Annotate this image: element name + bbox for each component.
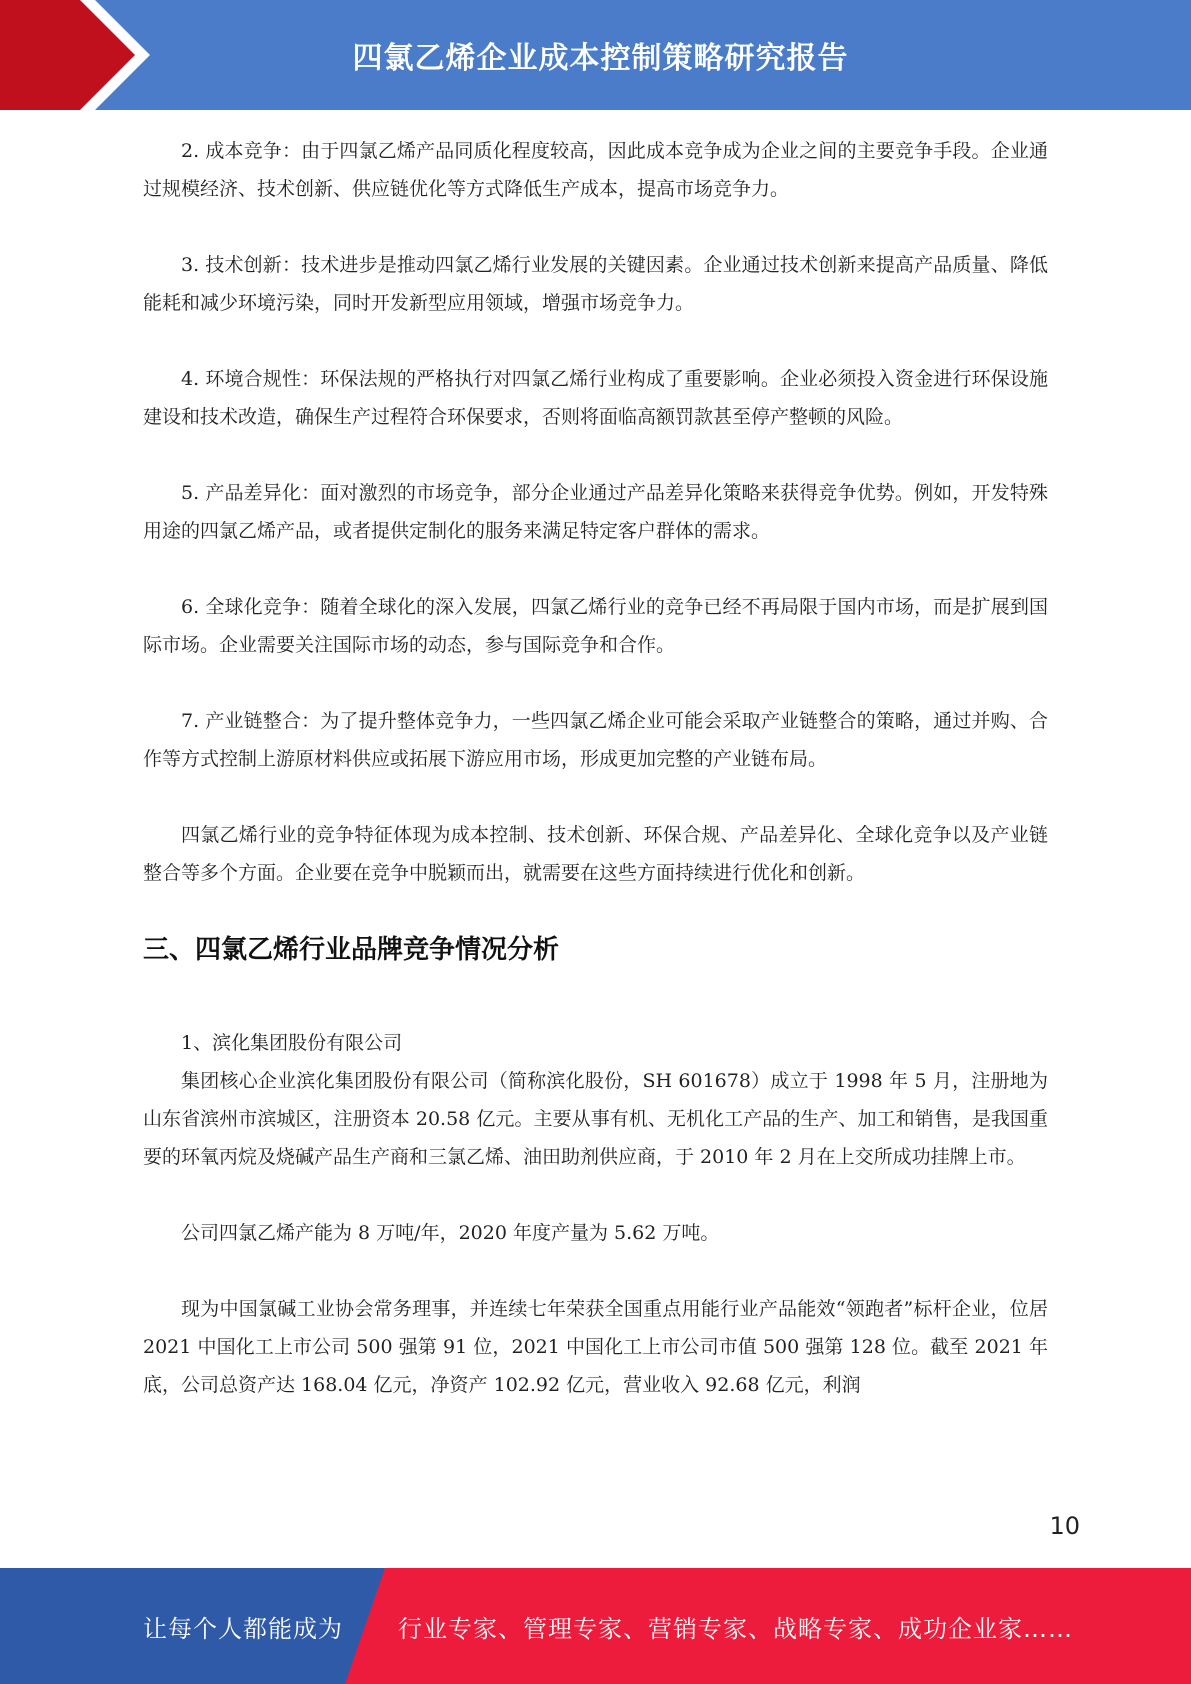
paragraph-chain-integration: 7. 产业链整合：为了提升整体竞争力，一些四氯乙烯企业可能会采取产业链整合的策略，通过并购、合作等方式控制上游原材料供应或拓展下游应用市场，形成更加完整的产业链布局。 xyxy=(143,710,1048,770)
paragraph-global-competition: 6. 全球化竞争：随着全球化的深入发展，四氯乙烯行业的竞争已经不再局限于国内市场，而是扩展到国际市场。企业需要关注国际市场的动态，参与国际竞争和合作。 xyxy=(143,596,1048,656)
paragraph-tech-innovation: 3. 技术创新：技术进步是推动四氯乙烯行业发展的关键因素。企业通过技术创新来提高产品质量、降低能耗和减少环境污染，同时开发新型应用领域，增强市场竞争力。 xyxy=(143,254,1048,314)
section-heading: 三、四氯乙烯行业品牌竞争情况分析 xyxy=(143,935,560,965)
paragraph-company-intro: 集团核心企业滨化集团股份有限公司（简称滨化股份，SH 601678）成立于 1998 年 5 月，注册地为山东省滨州市滨城区，注册资本 20.58 亿元。主要从事有机、无机化工产品的生产、加工和销售，是我国重要的环氧丙烷及烧碱产品生产商和三氯乙烯、油田助剂供应商，于 2010 年 2 月在上交所成功挂牌上市。 xyxy=(143,1070,1048,1168)
paragraph-environment-compliance: 4. 环境合规性：环保法规的严格执行对四氯乙烯行业构成了重要影响。企业必须投入资金进行环保设施建设和技术改造，确保生产过程符合环保要求，否则将面临高额罚款甚至停产整顿的风险。 xyxy=(143,368,1048,428)
paragraph-product-differentiation: 5. 产品差异化：面对激烈的市场竞争，部分企业通过产品差异化策略来获得竞争优势。例如，开发特殊用途的四氯乙烯产品，或者提供定制化的服务来满足特定客户群体的需求。 xyxy=(143,482,1048,542)
page-number: 10 xyxy=(1049,1512,1080,1540)
footer-slogan-right: 行业专家、管理专家、营销专家、战略专家、成功企业家…… xyxy=(398,1614,1073,1643)
paragraph-summary: 四氯乙烯行业的竞争特征体现为成本控制、技术创新、环保合规、产品差异化、全球化竞争以及产业链整合等多个方面。企业要在竞争中脱颖而出，就需要在这些方面持续进行优化和创新。 xyxy=(143,824,1048,884)
page-header xyxy=(0,0,1191,110)
footer-slogan-left: 让每个人都能成为 xyxy=(143,1614,343,1643)
paragraph-cost-competition: 2. 成本竞争：由于四氯乙烯产品同质化程度较高，因此成本竞争成为企业之间的主要竞争手段。企业通过规模经济、技术创新、供应链优化等方式降低生产成本，提高市场竞争力。 xyxy=(143,140,1048,200)
header-arrow-decoration xyxy=(0,0,300,110)
paragraph-honors: 现为中国氯碱工业协会常务理事，并连续七年荣获全国重点用能行业产品能效“领跑者”标杆企业，位居 2021 中国化工上市公司 500 强第 91 位，2021 中国化工上市公司市值 500 强第 128 位。截至 2021 年底，公司总资产达 168.04 亿元，净资产 102.92 亿元，营业收入 92.68 亿元，利润 xyxy=(143,1298,1048,1396)
page-footer xyxy=(0,1568,1191,1684)
document-body xyxy=(143,132,1048,1442)
paragraph-capacity: 公司四氯乙烯产能为 8 万吨/年，2020 年度产量为 5.62 万吨。 xyxy=(181,1222,720,1244)
company-heading: 1、滨化集团股份有限公司 xyxy=(181,1032,403,1054)
report-title: 四氯乙烯企业成本控制策略研究报告 xyxy=(352,41,849,76)
